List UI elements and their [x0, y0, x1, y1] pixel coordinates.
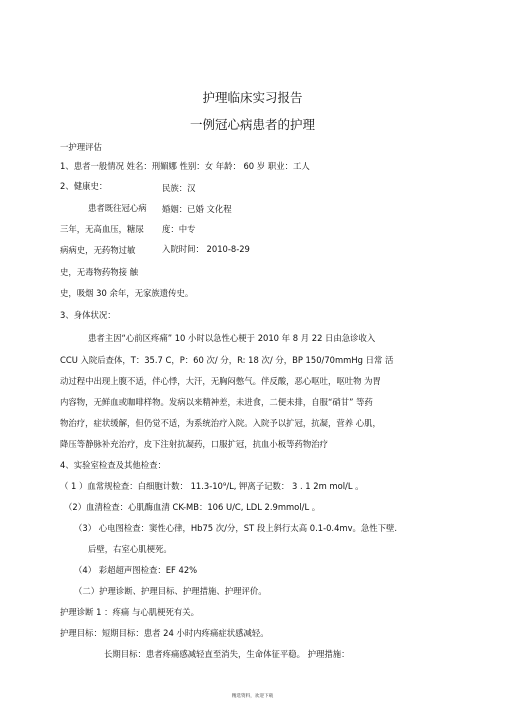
physical-text-line: 动过程中出现上腹不适，伴心悸，大汗，无胸闷憋气。伴反酸，恶心呕吐，呕吐物 为胃 [60, 376, 381, 386]
admission-date-field: 入院时间： 2010-8-29 [162, 244, 250, 254]
physical-text-line: CCU 入院后查体，T：35.7 C，P：60 次/ 分，R: 18 次/ 分，BP 150/70mmHg 日常 活 [60, 355, 394, 365]
lab-result-line: （ 1 ）血常规检查：白细胞计数： 11.3-10⁹/L, 钾离子记数： 3 . 1 2m mol/L 。 [60, 481, 364, 491]
health-history-label: 2、健康史： [60, 181, 108, 191]
physical-text-line: 内容物，无鲜血或咖啡样物。发病以来精神差，未进食，二便未排，自服“硝甘” 等药 [60, 397, 373, 407]
history-text-line: 史，吸烟 30 余年，无家族遗传史。 [60, 288, 194, 298]
nursing-goal-short: 护理目标：短期目标：患者 24 小时内疼痛症状感减轻。 [60, 628, 269, 638]
section-heading: （二）护理诊断、护理目标、护理措施、护理评价。 [74, 586, 267, 596]
history-text-line: 患者既往冠心病 [88, 203, 147, 213]
general-info-line: 1、患者一般情况 姓名：刑媚娜 性别：女 年龄： 60 岁 职业：工人 [60, 161, 310, 171]
section-heading: 一护理评估 [60, 142, 102, 152]
ethnicity-field: 民族：汉 [162, 183, 196, 193]
physical-text-line: 降压等静脉补充治疗，皮下注射抗凝药，口服扩冠，抗血小板等药物治疗 [60, 439, 328, 449]
nursing-goal-long: 长期目标：患者疼痛感减轻直至消失，生命体征平稳。 护理措施： [104, 649, 350, 659]
page-footer: 精选资料，欢迎下载 [231, 694, 274, 699]
history-text-line: 史，无毒物药物接 触 [60, 267, 139, 277]
education-field: 度：中专 [162, 224, 196, 234]
lab-result-line: （4） 彩超超声图检查：EF 42% [74, 565, 198, 575]
lab-result-line: （3） 心电图检查：窦性心律，Hb75 次/分，ST 段上斜行太高 0.1-0.4mv。急性下壁. [74, 523, 398, 533]
lab-result-line: （2）血清检查：心肌酶血清 CK-MB：106 U/C, LDL 2.9mmol/L 。 [64, 502, 321, 512]
physical-text-line: 物治疗，症状缓解，但仍觉不适，为系统治疗入院。入院予以扩冠，抗凝，营养 心肌， [60, 418, 381, 428]
lab-result-line: 后壁，右室心肌梗死。 [88, 544, 172, 554]
labs-label: 4、实验室检查及其他检查： [60, 460, 166, 470]
physical-status-label: 3、身体状况： [60, 310, 116, 320]
marriage-education-field: 婚姻：已婚 文化程 [162, 204, 232, 214]
physical-text-line: 患者主因“心前区疼痛” 10 小时以急性心梗于 2010 年 8 月 22 日由急诊收入 [88, 333, 376, 343]
document-subtitle: 一例冠心病患者的护理 [189, 117, 315, 132]
history-text-line: 三年，无高血压，糖尿 [60, 224, 144, 234]
document-title: 护理临床实习报告 [202, 90, 303, 105]
nursing-diagnosis: 护理诊断 1 ：疼痛 与心肌梗死有关。 [60, 607, 199, 617]
history-text-line: 病病史，无药物过敏 [60, 245, 136, 255]
